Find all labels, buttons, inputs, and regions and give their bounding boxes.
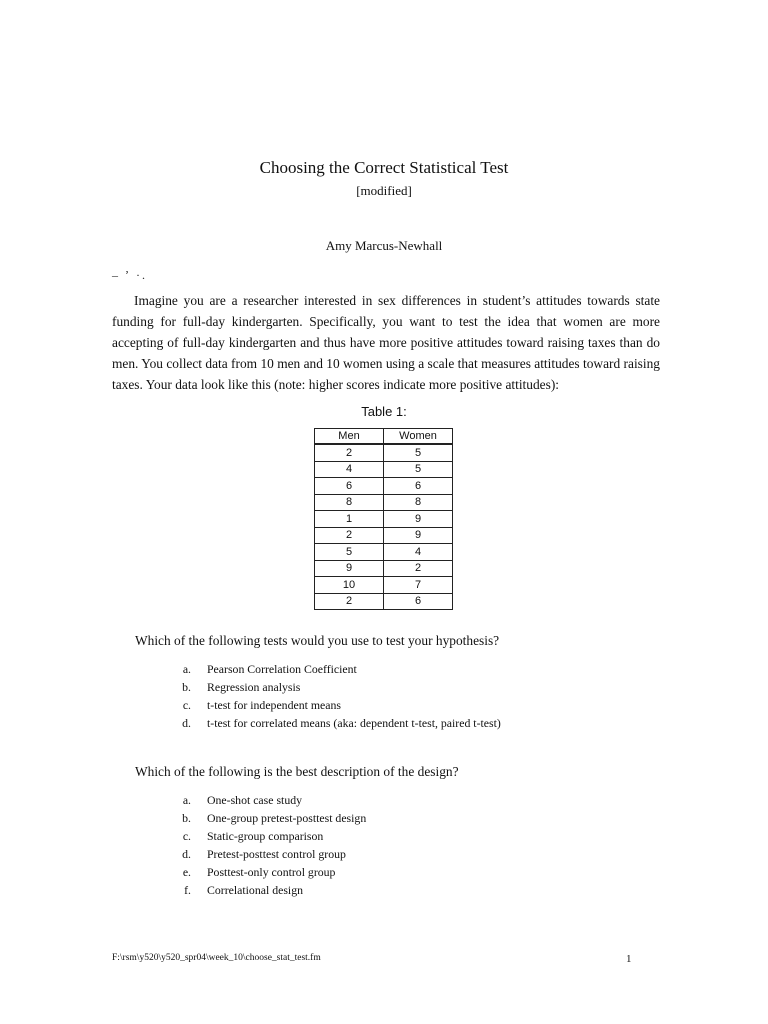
- option-item: [168, 863, 366, 881]
- option-letter: a.: [182, 793, 191, 807]
- option-text: Regression analysis: [207, 680, 301, 694]
- cell-men: 6: [315, 478, 384, 495]
- table-row: [315, 478, 453, 495]
- option-letter: e.: [182, 865, 191, 879]
- option-letter: f.: [184, 883, 191, 897]
- cell-women: 8: [384, 494, 453, 511]
- option-text: One-group pretest-posttest design: [207, 811, 367, 825]
- question-1: Which of the following tests would you use to test your hypothesis?: [135, 633, 500, 648]
- table-caption: Table 1:: [361, 404, 407, 419]
- option-letter: d.: [182, 716, 191, 730]
- option-letter: b.: [182, 811, 191, 825]
- option-text: Static-group comparison: [207, 829, 324, 843]
- table-row: [315, 461, 453, 478]
- table-body: [315, 444, 453, 610]
- option-text: One-shot case study: [207, 793, 303, 807]
- data-table: [314, 428, 453, 610]
- table-row: [315, 511, 453, 528]
- question-1-options: [168, 660, 501, 732]
- option-text: Pearson Correlation Coefficient: [207, 662, 357, 676]
- cell-women: 9: [384, 527, 453, 544]
- option-item: [168, 845, 366, 863]
- column-header-women: Women: [384, 429, 453, 445]
- option-letter: b.: [182, 680, 191, 694]
- page-number: 1: [626, 953, 632, 965]
- scan-artifact: – ʼ ·.: [112, 268, 147, 282]
- question-2-options: [168, 791, 366, 899]
- cell-men: 2: [315, 444, 384, 461]
- cell-women: 4: [384, 544, 453, 561]
- option-text: t-test for correlated means (aka: dependent t-test, paired t-test): [207, 716, 501, 730]
- option-item: [168, 714, 501, 732]
- table-row: [315, 494, 453, 511]
- cell-women: 6: [384, 478, 453, 495]
- option-item: [168, 827, 366, 845]
- intro-paragraph: [112, 290, 660, 395]
- cell-men: 10: [315, 577, 384, 594]
- table-row: [315, 544, 453, 561]
- option-text: Posttest-only control group: [207, 865, 336, 879]
- cell-women: 6: [384, 593, 453, 610]
- cell-men: 8: [315, 494, 384, 511]
- cell-women: 7: [384, 577, 453, 594]
- option-text: Correlational design: [207, 883, 303, 897]
- table-header-row: [315, 429, 453, 445]
- option-item: [168, 791, 366, 809]
- author-name: Amy Marcus-Newhall: [325, 238, 443, 253]
- option-item: [168, 696, 501, 714]
- intro-paragraph-text: Imagine you are a researcher interested in sex differences in student’s attitudes towards state funding for full-day kindergarten. Specifically, you want to test the idea that women are more accepting of full-day kindergarten and thus have more positive attitudes toward raising taxes than do men. You collect data from 10 men and 10 women using a scale that measures attitudes toward raising taxes. Your data look like this (note: higher scores indicate more positive attitudes):: [112, 293, 660, 392]
- option-text: Pretest-posttest control group: [207, 847, 346, 861]
- table-row: [315, 560, 453, 577]
- option-letter: c.: [182, 829, 191, 843]
- column-header-men: Men: [315, 429, 384, 445]
- question-2: Which of the following is the best description of the design?: [135, 764, 459, 779]
- table-row: [315, 577, 453, 594]
- table-row: [315, 527, 453, 544]
- option-letter: a.: [182, 662, 191, 676]
- table-row: [315, 444, 453, 461]
- footer-file-path: F:\rsm\y520\y520_spr04\week_10\choose_stat_test.fm: [112, 953, 321, 963]
- option-item: [168, 660, 501, 678]
- cell-women: 9: [384, 511, 453, 528]
- cell-women: 5: [384, 461, 453, 478]
- cell-men: 2: [315, 527, 384, 544]
- option-letter: c.: [182, 698, 191, 712]
- table-row: [315, 593, 453, 610]
- document-subtitle: [modified]: [356, 183, 412, 198]
- cell-men: 2: [315, 593, 384, 610]
- cell-men: 9: [315, 560, 384, 577]
- option-item: [168, 809, 366, 827]
- option-letter: d.: [182, 847, 191, 861]
- cell-women: 5: [384, 444, 453, 461]
- cell-men: 5: [315, 544, 384, 561]
- option-text: t-test for independent means: [207, 698, 341, 712]
- cell-men: 1: [315, 511, 384, 528]
- cell-women: 2: [384, 560, 453, 577]
- option-item: [168, 678, 501, 696]
- cell-men: 4: [315, 461, 384, 478]
- option-item: [168, 881, 366, 899]
- document-title: Choosing the Correct Statistical Test: [259, 158, 509, 177]
